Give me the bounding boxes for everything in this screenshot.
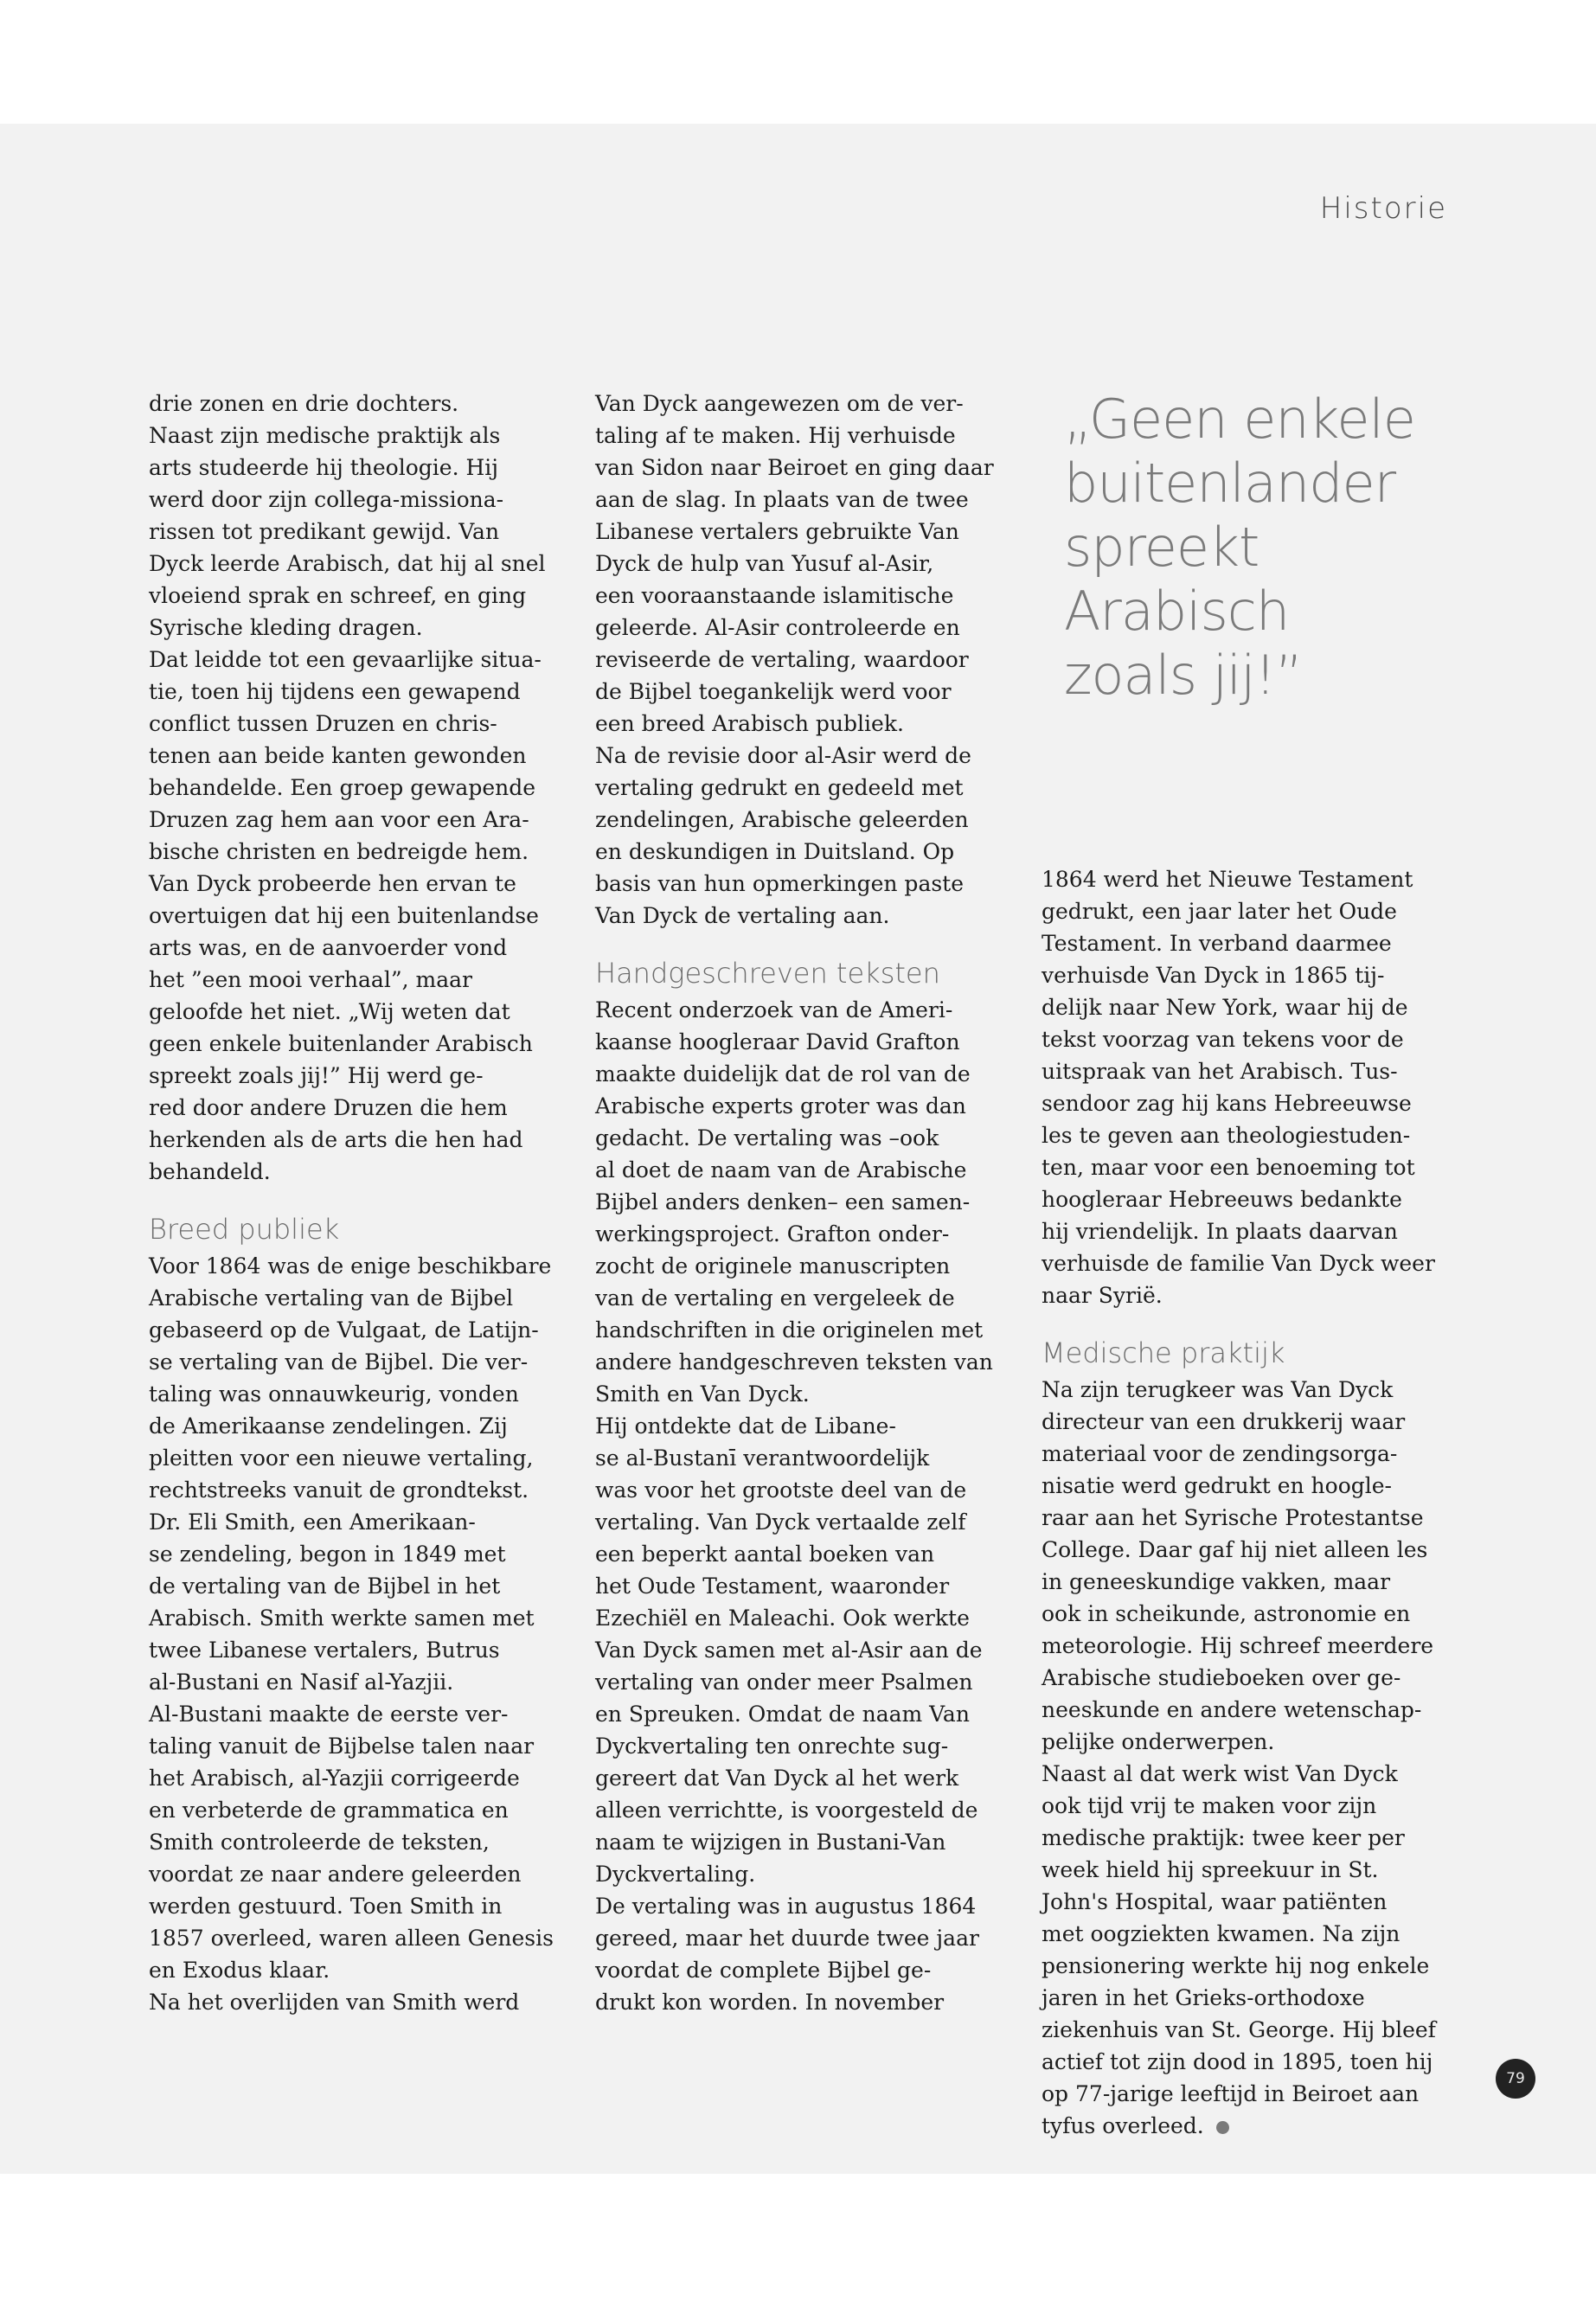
text-line: conflict tussen Druzen en chris- xyxy=(149,711,497,736)
text-line: Druzen zag hem aan voor een Ara- xyxy=(149,807,529,832)
text-line: overtuigen dat hij een buitenlandse xyxy=(149,903,539,928)
text-line: pelijke onderwerpen. xyxy=(1042,1729,1275,1754)
subheading-handgeschreven-teksten: Handgeschreven teksten xyxy=(595,957,940,990)
text-line: reviseerde de vertaling, waardoor xyxy=(595,647,969,672)
paragraph xyxy=(149,644,562,1188)
text-line: Testament. In verband daarmee xyxy=(1042,931,1392,956)
text-line: de Bijbel toegankelijk werd voor xyxy=(595,679,952,704)
text-line: alleen verrichtte, is voorgesteld de xyxy=(595,1798,978,1823)
text-line: verhuisde Van Dyck in 1865 tij- xyxy=(1042,963,1385,988)
paragraph xyxy=(595,740,1009,932)
text-line: behandeld. xyxy=(149,1159,271,1184)
text-line: materiaal voor de zendingsorga- xyxy=(1042,1441,1398,1466)
text-line: Na het overlijden van Smith werd xyxy=(149,1990,520,2015)
text-line: een breed Arabisch publiek. xyxy=(595,711,904,736)
text-line: zoals jij!” xyxy=(1064,644,1303,707)
text-line: aan de slag. In plaats van de twee xyxy=(595,487,969,512)
text-line: ten, maar voor een benoeming tot xyxy=(1042,1155,1415,1180)
text-line: se al-Bustanī verantwoordelijk xyxy=(595,1445,930,1471)
text-line: Arabische experts groter was dan xyxy=(595,1093,966,1118)
end-mark-icon xyxy=(1216,2121,1229,2134)
text-line: Hij ontdekte dat de Libane- xyxy=(595,1413,896,1439)
pull-quote xyxy=(1064,388,1462,708)
text-line: taling vanuit de Bijbelse talen naar xyxy=(149,1734,535,1759)
text-line: vloeiend sprak en schreef, en ging xyxy=(149,583,527,608)
paragraph xyxy=(595,1410,1009,1890)
text-line: gereed, maar het duurde twee jaar xyxy=(595,1926,979,1951)
text-line: Dyck leerde Arabisch, dat hij al snel xyxy=(149,551,546,576)
text-line: gedrukt, een jaar later het Oude xyxy=(1042,899,1397,924)
text-line: het Arabisch, al-Yazjii corrigeerde xyxy=(149,1766,520,1791)
text-line: red door andere Druzen die hem xyxy=(149,1095,508,1120)
text-line: nisatie werd gedrukt en hoogle- xyxy=(1042,1473,1392,1498)
text-line: les te geven aan theologiestuden- xyxy=(1042,1123,1411,1148)
text-line: de vertaling van de Bijbel in het xyxy=(149,1574,501,1599)
text-line: spreekt xyxy=(1064,516,1259,579)
text-line: naar Syrië. xyxy=(1042,1283,1163,1308)
text-line: vertaling gedrukt en gedeeld met xyxy=(595,775,964,800)
text-line: Syrische kleding dragen. xyxy=(149,615,423,640)
magazine-page xyxy=(0,124,1596,2174)
paragraph xyxy=(1042,1374,1455,1758)
text-line: uitspraak van het Arabisch. Tus- xyxy=(1042,1059,1398,1084)
text-line: en Exodus klaar. xyxy=(149,1958,330,1983)
column-2 xyxy=(595,388,1009,2018)
text-line: raar aan het Syrische Protestantse xyxy=(1042,1505,1424,1530)
text-line: College. Daar gaf hij niet alleen les xyxy=(1042,1537,1428,1562)
text-line: en Spreuken. Omdat de naam Van xyxy=(595,1702,970,1727)
text-line: pleitten voor een nieuwe vertaling, xyxy=(149,1445,534,1471)
text-line: een vooraanstaande islamitische xyxy=(595,583,954,608)
column-3 xyxy=(1042,863,1455,2142)
text-line: rechtstreeks vanuit de grondtekst. xyxy=(149,1477,529,1503)
text-line: Recent onderzoek van de Ameri- xyxy=(595,997,953,1022)
text-line: op 77-jarige leeftijd in Beiroet aan xyxy=(1042,2081,1420,2106)
text-line: delijk naar New York, waar hij de xyxy=(1042,995,1408,1020)
text-line: voordat de complete Bijbel ge- xyxy=(595,1958,932,1983)
text-line: van de vertaling en vergeleek de xyxy=(595,1285,955,1311)
text-line: en deskundigen in Duitsland. Op xyxy=(595,839,955,864)
text-line: tekst voorzag van tekens voor de xyxy=(1042,1027,1404,1052)
text-line: John's Hospital, waar patiënten xyxy=(1042,1889,1388,1914)
text-line: se vertaling van de Bijbel. Die ver- xyxy=(149,1349,529,1375)
text-line: taling af te maken. Hij verhuisde xyxy=(595,423,956,448)
text-line: arts studeerde hij theologie. Hij xyxy=(149,455,499,480)
text-line: geleerde. Al-Asir controleerde en xyxy=(595,615,960,640)
text-line: tyfus overleed. xyxy=(1042,2110,1455,2142)
text-line: naam te wijzigen in Bustani-Van xyxy=(595,1830,946,1855)
text-line: zocht de originele manuscripten xyxy=(595,1253,951,1279)
text-line: geen enkele buitenlander Arabisch xyxy=(149,1031,533,1056)
text-line: rissen tot predikant gewijd. Van xyxy=(149,519,500,544)
text-line: Naast al dat werk wist Van Dyck xyxy=(1042,1761,1398,1786)
text-line: Dyckvertaling ten onrechte sug- xyxy=(595,1734,949,1759)
subheading-breed-publiek: Breed publiek xyxy=(149,1213,340,1246)
text-line: Arabisch. Smith werkte samen met xyxy=(149,1606,535,1631)
text-line: gereert dat Van Dyck al het werk xyxy=(595,1766,959,1791)
text-line: Van Dyck de vertaling aan. xyxy=(595,903,890,928)
text-line: de Amerikaanse zendelingen. Zij xyxy=(149,1413,508,1439)
section-label: Historie xyxy=(1319,191,1447,226)
paragraph xyxy=(595,388,1009,740)
text-line: Ezechiël en Maleachi. Ook werkte xyxy=(595,1606,970,1631)
text-line: Dat leidde tot een gevaarlijke situa- xyxy=(149,647,542,672)
text-line: bische christen en bedreigde hem. xyxy=(149,839,529,864)
text-line: andere handgeschreven teksten van xyxy=(595,1349,993,1375)
text-line: tenen aan beide kanten gewonden xyxy=(149,743,527,768)
text-line: Dr. Eli Smith, een Amerikaan- xyxy=(149,1509,476,1535)
text-line: jaren in het Grieks-orthodoxe xyxy=(1042,1985,1365,2010)
text-line: vertaling. Van Dyck vertaalde zelf xyxy=(595,1509,966,1535)
text-line: Arabisch xyxy=(1064,580,1290,643)
text-line: en verbeterde de grammatica en xyxy=(149,1798,509,1823)
text-line: „Geen enkele xyxy=(1064,388,1415,451)
text-line: al doet de naam van de Arabische xyxy=(595,1157,967,1183)
text-line: 1857 overleed, waren alleen Genesis xyxy=(149,1926,554,1951)
text-line: medische praktijk: twee keer per xyxy=(1042,1825,1405,1850)
text-line: Dyckvertaling. xyxy=(595,1862,756,1887)
text-line: van Sidon naar Beiroet en ging daar xyxy=(595,455,994,480)
text-line: hij vriendelijk. In plaats daarvan xyxy=(1042,1219,1398,1244)
text-line: Voor 1864 was de enige beschikbare xyxy=(149,1253,552,1279)
text-line: Smith en Van Dyck. xyxy=(595,1381,810,1407)
text-line: Na de revisie door al-Asir werd de xyxy=(595,743,971,768)
text-line: behandelde. Een groep gewapende xyxy=(149,775,536,800)
text-line: taling was onnauwkeurig, vonden xyxy=(149,1381,519,1407)
text-line: Bijbel anders denken– een samen- xyxy=(595,1189,971,1215)
text-line: Al-Bustani maakte de eerste ver- xyxy=(149,1702,509,1727)
text-line: het ”een mooi verhaal”, maar xyxy=(149,967,472,992)
paragraph xyxy=(149,1250,562,1986)
text-line: neeskunde en andere wetenschap- xyxy=(1042,1697,1422,1722)
text-line: werkingsproject. Grafton onder- xyxy=(595,1221,950,1247)
text-line: directeur van een drukkerij waar xyxy=(1042,1409,1406,1434)
text-line: basis van hun opmerkingen paste xyxy=(595,871,965,896)
text-line: in geneeskundige vakken, maar xyxy=(1042,1569,1391,1594)
text-line: Van Dyck samen met al-Asir aan de xyxy=(595,1638,983,1663)
text-line: gebaseerd op de Vulgaat, de Latijn- xyxy=(149,1317,539,1343)
paragraph xyxy=(149,388,562,644)
text-line: Libanese vertalers gebruikte Van xyxy=(595,519,959,544)
text-line: arts was, en de aanvoerder vond xyxy=(149,935,508,960)
subheading-medische-praktijk: Medische praktijk xyxy=(1042,1336,1285,1369)
text-line: al-Bustani en Nasif al-Yazjii. xyxy=(149,1670,454,1695)
text-line: hoogleraar Hebreeuws bedankte xyxy=(1042,1187,1402,1212)
text-line: meteorologie. Hij schreef meerdere xyxy=(1042,1633,1434,1658)
text-line: Smith controleerde de teksten, xyxy=(149,1830,490,1855)
text-line: het Oude Testament, waaronder xyxy=(595,1574,950,1599)
text-line: ziekenhuis van St. George. Hij bleef xyxy=(1042,2017,1436,2042)
text-line: ook tijd vrij te maken voor zijn xyxy=(1042,1793,1377,1818)
text-line: geloofde het niet. „Wij weten dat xyxy=(149,999,510,1024)
text-line: gedacht. De vertaling was –ook xyxy=(595,1125,939,1150)
text-line: Arabische vertaling van de Bijbel xyxy=(149,1285,514,1311)
text-line: Dyck de hulp van Yusuf al-Asir, xyxy=(595,551,934,576)
text-line: actief tot zijn dood in 1895, toen hij xyxy=(1042,2049,1433,2074)
text-line: handschriften in die originelen met xyxy=(595,1317,984,1343)
text-line: ook in scheikunde, astronomie en xyxy=(1042,1601,1411,1626)
paragraph xyxy=(595,994,1009,1410)
text-line: spreekt zoals jij!” Hij werd ge- xyxy=(149,1063,484,1088)
text-line: vertaling van onder meer Psalmen xyxy=(595,1670,973,1695)
text-line: was voor het grootste deel van de xyxy=(595,1477,967,1503)
text-line: drie zonen en drie dochters. xyxy=(149,391,459,416)
paragraph xyxy=(595,1890,1009,2018)
text-line: maakte duidelijk dat de rol van de xyxy=(595,1061,971,1086)
text-line: Arabische studieboeken over ge- xyxy=(1042,1665,1401,1690)
text-line: twee Libanese vertalers, Butrus xyxy=(149,1638,500,1663)
text-line: verhuisde de familie Van Dyck weer xyxy=(1042,1251,1435,1276)
text-line: met oogziekten kwamen. Na zijn xyxy=(1042,1921,1401,1946)
text-line: herkenden als de arts die hen had xyxy=(149,1127,523,1152)
text-line: drukt kon worden. In november xyxy=(595,1990,945,2015)
text-line: werden gestuurd. Toen Smith in xyxy=(149,1894,503,1919)
text-line: Na zijn terugkeer was Van Dyck xyxy=(1042,1377,1394,1402)
text-line: Naast zijn medische praktijk als xyxy=(149,423,501,448)
text-line: week hield hij spreekuur in St. xyxy=(1042,1857,1379,1882)
column-1 xyxy=(149,388,562,2018)
text-line: De vertaling was in augustus 1864 xyxy=(595,1894,977,1919)
text-line: Van Dyck aangewezen om de ver- xyxy=(595,391,964,416)
text-line: se zendeling, begon in 1849 met xyxy=(149,1541,506,1567)
text-line: 1864 werd het Nieuwe Testament xyxy=(1042,867,1413,892)
paragraph xyxy=(1042,863,1455,1311)
text-line: buitenlander xyxy=(1064,452,1396,515)
paragraph-final xyxy=(1042,1758,1455,2142)
text-line: zendelingen, Arabische geleerden xyxy=(595,807,969,832)
text-line: kaanse hoogleraar David Grafton xyxy=(595,1029,960,1054)
text-line: Van Dyck probeerde hen ervan te xyxy=(149,871,516,896)
text-line: tie, toen hij tijdens een gewapend xyxy=(149,679,521,704)
text-line: pensionering werkte hij nog enkele xyxy=(1042,1953,1430,1978)
text-line: voordat ze naar andere geleerden xyxy=(149,1862,522,1887)
paragraph xyxy=(149,1986,562,2018)
text-line: een beperkt aantal boeken van xyxy=(595,1541,935,1567)
page-number: 79 xyxy=(1496,2059,1535,2099)
text-line: sendoor zag hij kans Hebreeuwse xyxy=(1042,1091,1412,1116)
text-line: werd door zijn collega-missiona- xyxy=(149,487,504,512)
